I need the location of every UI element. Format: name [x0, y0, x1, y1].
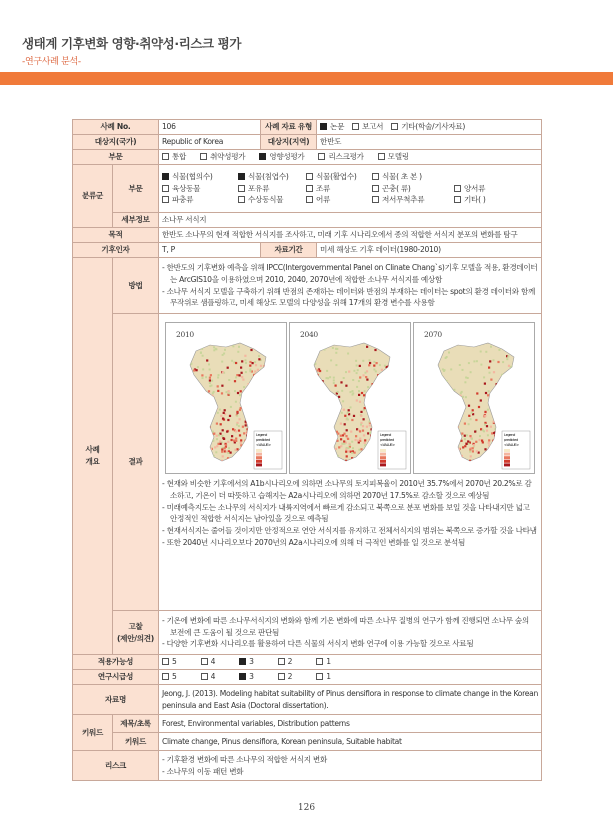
option-taxon_options-1: [238, 171, 302, 183]
header-accent-bar: [0, 72, 613, 85]
option-section_options-3: [318, 151, 363, 163]
method-bullet: - 소나무 서식지 모델을 구축하기 위해 반점의 존재하는 데이터와 반점의 부재하는 데이터는 spot의 환경 데이터와 함께 무작위로 샘플링하고, 미세 해상도 모델의 다양성을 위해 17개의 환경 변수를 사용함: [162, 286, 535, 308]
label-case-overview: 사례 개요: [73, 258, 113, 655]
unchecked-box-icon: [391, 123, 398, 130]
option-label: 1: [326, 672, 331, 682]
option-label: 식물(침엽수): [248, 171, 289, 181]
implication-bullet: - 기온에 변화에 따른 소나무서식지의 변화와 함께 기온 변화에 따른 소나무 질병의 연구가 함께 진행되면 소나무 숲의 보전에 큰 도움이 될 것으로 판단됨: [162, 615, 529, 637]
label-method: 방법: [113, 258, 159, 314]
target-region-value: 한반도: [317, 135, 542, 150]
option-label: 곤충( 류): [382, 183, 411, 193]
map-legend: [502, 431, 530, 469]
result-bullet: - 또한 2040년 시나리오보다 2070년의 A2a시나리오에 의해 더 극적인 변화를 일 것으로 분석됨: [162, 537, 465, 547]
map-figure-row: [162, 316, 538, 478]
option-label: 2: [287, 657, 293, 667]
option-section_options-0: [162, 151, 186, 163]
climate-factor-value: T, P: [159, 243, 261, 258]
option-label: 4: [210, 657, 216, 667]
case-table: [72, 119, 542, 781]
page-header-subtitle: -연구사례 분석-: [22, 57, 81, 67]
result-bullet: - 미래예측지도는 소나무의 서식지가 내륙지역에서 빠르게 감소되고 북쪽으로 분포 변화를 보일 것을 나타내지만 넓고 안정적인 적합한 서식지는 남아있을 것으로 예측됨: [162, 502, 530, 524]
option-urgency_options-2: [239, 671, 254, 683]
option-taxon_options-3: [372, 171, 450, 183]
label-data-period: 자료기간: [261, 243, 317, 258]
option-applicability_options-3: [278, 656, 293, 668]
label-taxon: 분류군: [73, 165, 113, 228]
option-taxon_options-2: [306, 171, 368, 183]
option-label: 어류: [316, 195, 331, 205]
unchecked-box-icon: [316, 658, 323, 665]
option-label: 식물( 초 본 ): [382, 171, 422, 181]
option-label: 파충류: [172, 195, 194, 205]
option-label: 기타( ): [464, 195, 486, 205]
page-header-title: 생태계 기후변화 영향·취약성·리스크 평가: [22, 36, 242, 51]
unchecked-box-icon: [278, 658, 285, 665]
option-taxon_options-10: [162, 194, 234, 206]
page-number: 126: [297, 803, 316, 813]
unchecked-box-icon: [306, 185, 313, 192]
option-label: 보고서: [362, 122, 384, 132]
unchecked-box-icon: [201, 658, 208, 665]
option-taxon_options-0: [162, 171, 234, 183]
unchecked-box-icon: [316, 673, 323, 680]
option-taxon_options-7: [306, 183, 368, 195]
label-case-type: 사례 자료 유형: [261, 120, 317, 135]
option-label: 조류: [316, 183, 331, 193]
label-applicability: 적용가능성: [73, 655, 159, 670]
option-section_options-1: [200, 151, 245, 163]
option-label: 4: [210, 672, 216, 682]
option-label: 3: [249, 657, 254, 667]
checked-box-icon: [320, 123, 327, 130]
legend-text: <VALUE>: [504, 443, 519, 447]
legend-text: Legend: [380, 433, 392, 437]
option-case_type_options-1: [352, 121, 383, 133]
unchecked-box-icon: [162, 196, 169, 203]
korea-map-icon: [414, 323, 536, 475]
label-detail: 세부정보: [113, 213, 159, 228]
unchecked-box-icon: [378, 153, 385, 160]
method-text: [159, 258, 542, 314]
result-cell: [159, 314, 542, 611]
korea-map-icon: [290, 323, 412, 475]
label-keyword: 키워드: [73, 715, 113, 751]
detail-value: 소나무 서식지: [159, 213, 542, 228]
checked-box-icon: [162, 173, 169, 180]
data-period-value: 미세 해상도 기후 데이터(1980-2010): [317, 243, 542, 258]
habitat-map-2040: [289, 322, 411, 474]
label-taxon-section: 부문: [113, 165, 159, 213]
option-label: 2: [287, 672, 293, 682]
unchecked-box-icon: [162, 185, 169, 192]
option-taxon_options-5: [162, 183, 234, 195]
option-label: 리스크평가: [328, 152, 364, 162]
risk-bullet: - 기후환경 변화에 따른 소나무의 적합한 서식지 변화: [162, 754, 327, 764]
unchecked-box-icon: [200, 153, 207, 160]
checked-box-icon: [238, 173, 245, 180]
legend-text: <VALUE>: [256, 443, 271, 447]
implication-text: [159, 611, 542, 655]
checked-box-icon: [259, 153, 266, 160]
label-purpose: 목적: [73, 228, 159, 243]
label-case-no: 사례 No.: [73, 120, 159, 135]
option-label: 3: [249, 672, 254, 682]
applicability-options: [159, 655, 542, 670]
map-year-label: 2010: [176, 330, 194, 339]
option-applicability_options-4: [316, 656, 331, 668]
unchecked-box-icon: [372, 196, 379, 203]
unchecked-box-icon: [306, 173, 313, 180]
label-section: 부문: [73, 150, 159, 165]
map-year-label: 2070: [424, 330, 442, 339]
section-options: [159, 150, 542, 165]
option-taxon_options-14: [454, 194, 514, 206]
option-urgency_options-0: [162, 671, 177, 683]
option-label: 논문: [330, 122, 345, 132]
label-result: 결과: [113, 314, 159, 611]
unchecked-box-icon: [318, 153, 325, 160]
unchecked-box-icon: [162, 153, 169, 160]
taxon-options: [159, 165, 542, 213]
label-target-region: 대상지(지역): [261, 135, 317, 150]
option-applicability_options-1: [201, 656, 216, 668]
unchecked-box-icon: [238, 185, 245, 192]
habitat-map-2010: [165, 322, 287, 474]
case-no-value: 106: [159, 120, 261, 135]
label-urgency: 연구시급성: [73, 670, 159, 685]
option-label: 1: [326, 657, 331, 667]
unchecked-box-icon: [162, 658, 169, 665]
map-legend: [254, 431, 282, 469]
unchecked-box-icon: [162, 673, 169, 680]
label-target-country: 대상지(국가): [73, 135, 159, 150]
kw-title-value: Forest, Environmental variables, Distribution patterns: [159, 715, 542, 733]
risk-text: [159, 751, 542, 781]
option-urgency_options-1: [201, 671, 216, 683]
unchecked-box-icon: [278, 673, 285, 680]
option-taxon_options-11: [238, 194, 302, 206]
unchecked-box-icon: [306, 196, 313, 203]
urgency-options: [159, 670, 542, 685]
map-legend: [378, 431, 406, 469]
option-label: 식물(활엽수): [316, 171, 357, 181]
legend-text: predicted: [380, 438, 394, 442]
option-urgency_options-3: [278, 671, 293, 683]
option-label: 기타(학술/기사자료): [401, 122, 466, 132]
legend-text: Legend: [504, 433, 516, 437]
label-kw-title: 제목/초록: [113, 715, 159, 733]
option-applicability_options-0: [162, 656, 177, 668]
label-implication: 고찰 (제안/의견): [113, 611, 159, 655]
option-label: 통합: [172, 152, 187, 162]
target-country-value: Republic of Korea: [159, 135, 261, 150]
unchecked-box-icon: [372, 173, 379, 180]
legend-text: Legend: [256, 433, 268, 437]
option-applicability_options-2: [239, 656, 254, 668]
option-taxon_options-13: [372, 194, 450, 206]
option-label: 5: [172, 657, 177, 667]
unchecked-box-icon: [454, 185, 461, 192]
option-label: 포유류: [248, 183, 270, 193]
option-label: 모델링: [387, 152, 409, 162]
habitat-map-2070: [413, 322, 535, 474]
option-section_options-4: [378, 151, 409, 163]
unchecked-box-icon: [372, 185, 379, 192]
method-bullet: - 한반도의 기후변화 예측을 위해 IPCC(Intergovernmental Panel on Clinate Chang`s)기후 모델을 적용, 환경데이터는 ArcGIS10을 이용하였으며 2010, 2040, 2070년에 적합한 소나무 서식지를 예상함: [162, 262, 538, 284]
purpose-value: 한반도 소나무의 현재 적합한 서식지를 조사하고, 미래 기후 시나리오에서 종의 적합한 서식지 분포의 변화를 탐구: [159, 228, 542, 243]
option-case_type_options-0: [320, 121, 344, 133]
case-type-options: [317, 120, 542, 135]
unchecked-box-icon: [352, 123, 359, 130]
option-urgency_options-4: [316, 671, 331, 683]
option-taxon_options-8: [372, 183, 450, 195]
korea-map-icon: [166, 323, 288, 475]
option-taxon_options-12: [306, 194, 368, 206]
kw-keyword-value: Climate change, Pinus densiflora, Korean peninsula, Suitable habitat: [159, 733, 542, 751]
map-year-label: 2040: [300, 330, 318, 339]
option-taxon_options-9: [454, 183, 514, 195]
option-label: 저서무척추류: [382, 195, 425, 205]
option-label: 영향성평가: [269, 152, 305, 162]
label-climate-factor: 기후인자: [73, 243, 159, 258]
option-label: 수상동식물: [248, 195, 284, 205]
option-taxon_options-6: [238, 183, 302, 195]
option-case_type_options-2: [391, 121, 465, 133]
checked-box-icon: [239, 658, 246, 665]
label-kw-keyword: 키워드: [113, 733, 159, 751]
implication-bullet: - 다양한 기후변화 시나리오를 활용하여 다른 식물의 서식지 변화 연구에 이용 가능할 것으로 사료됨: [162, 639, 474, 649]
option-label: 취약성평가: [210, 152, 246, 162]
source-value: Jeong, J. (2013). Modeling habitat suitability of Pinus densiflora in response to climate change in the Korean peninsula and East Asia (Doctoral dissertation).: [159, 685, 542, 715]
legend-text: predicted: [256, 438, 270, 442]
legend-text: predicted: [504, 438, 518, 442]
option-taxon_options-4: [454, 171, 514, 183]
option-label: 식물(협의수): [172, 171, 213, 181]
unchecked-box-icon: [454, 196, 461, 203]
result-text: [162, 478, 538, 549]
option-label: 5: [172, 672, 177, 682]
unchecked-box-icon: [238, 196, 245, 203]
checked-box-icon: [239, 673, 246, 680]
legend-text: <VALUE>: [380, 443, 395, 447]
result-bullet: - 현재서식지는 줄어들 것이지만 안정적으로 연안 서식지를 유지하고 전체서식지의 범위는 북쪽으로 증가할 것을 나타냄: [162, 526, 537, 536]
result-bullet: - 현재와 비슷한 기후에서의 A1b시나리오에 의하면 소나무의 토지피복율이 2010년 35.7%에서 2070년 20.2%로 감소하고, 기온이 더 따뜻하고 습해지는 A2a시나리오에 의하면 2070년 17.5%로 감소할 것으로 예상됨: [162, 479, 532, 500]
label-risk: 리스크: [73, 751, 159, 781]
label-source: 자료명: [73, 685, 159, 715]
risk-bullet: - 소나무의 이동 패턴 변화: [162, 766, 244, 776]
option-section_options-2: [259, 151, 304, 163]
option-label: 육상동물: [172, 183, 201, 193]
unchecked-box-icon: [201, 673, 208, 680]
option-label: 양서류: [464, 183, 486, 193]
